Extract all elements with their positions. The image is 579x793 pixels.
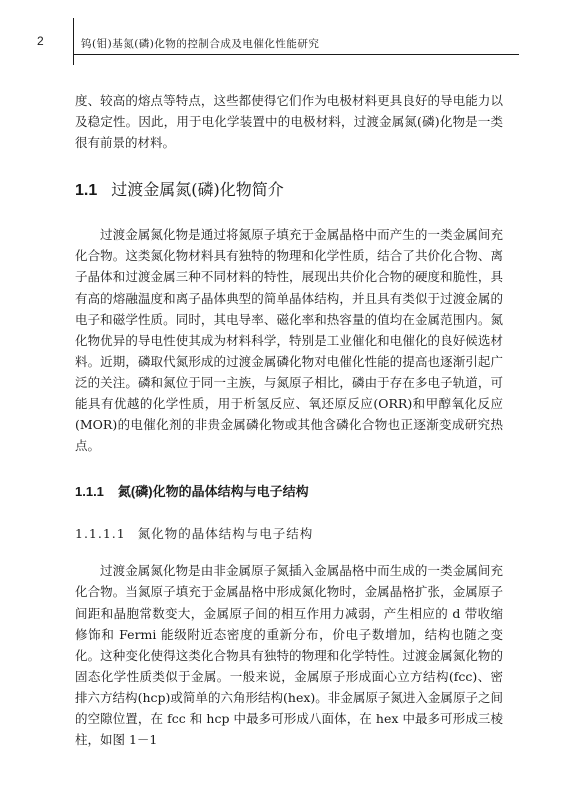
section-heading-1-1-1-1 [75, 524, 503, 544]
intro-paragraph: 度、较高的熔点等特点，这些都使得它们作为电极材料更具良好的导电能力以及稳定性。因此，用于电化学装置中的电极材料，过渡金属氮(磷)化物是一类很有前景的材料。 [75, 93, 503, 151]
section-heading-1-1-1 [75, 482, 503, 502]
section-number: 1.1 [75, 182, 98, 200]
section-1-1-paragraph: 过渡金属氮化物是通过将氮原子填充于金属晶格中而产生的一类金属间充化合物。这类氮化物材料具有独特的物理和化学性质，结合了共价化合物、离子晶体和过渡金属三种不同材料的特性，展现出共价化合物的硬度和脆性，具有高的熔融温度和离子晶体典型的简单晶体结构，并且具有类似于过渡金属的电子和磁学性质。同时，其电导率、磁化率和热容量的值均在金属范围内。氮化物优异的导电性使其成为材料科学，特别是工业催化和电催化的良好候选材料。近期，磷取代氮形成的过渡金属磷化物对电催化性能的提高也逐渐引起广泛的关注。磷和氮位于同一主族，与氮原子相比，磷由于存在多电子轨道，可能具有优越的化学性质，用于析氢反应、氧还原反应(ORR)和甲醇氧化反应(MOR)的电催化剂的非贵金属磷化物或其他含磷化合物也正逐渐变成研究热点。 [75, 227, 503, 454]
running-title: 钨(钼)基氮(磷)化物的控制合成及电催化性能研究 [81, 38, 320, 50]
header-vertical-rule [73, 18, 74, 65]
page-number: 2 [37, 34, 44, 48]
subsection-number: 1.1.1 [75, 484, 104, 500]
subsubsection-number: 1.1.1.1 [75, 526, 126, 542]
page-body [75, 90, 503, 750]
section-1-1-1-1-paragraph: 过渡金属氮化物是由非金属原子氮插入金属晶格中而生成的一类金属间充化合物。当氮原子填充于金属晶格中形成氮化物时，金属晶格扩张，金属原子间距和晶胞常数变大，金属原子间的相互作用力减弱，产生相应的 d 带收缩修饰和 Fermi 能级附近态密度的重新分布，价电子数增加，结构也随之变化。这种变化使得这类化合物具有独特的物理和化学特性。过渡金属氮化物的固态化学性质类似于金属。一般来说，金属原子形成面心立方结构(fcc)、密排六方结构(hcp)或简单的六角形结构(hex)。非金属原子氮进入金属原子之间的空隙位置，在 fcc 和 hcp 中最多可形成八面体，在 hex 中最多可形成三棱柱，如图 1－1 [75, 563, 503, 748]
subsubsection-title: 氮化物的晶体结构与电子结构 [137, 526, 314, 542]
section-heading-1-1 [75, 179, 503, 202]
subsection-title: 氮(磷)化物的晶体结构与电子结构 [117, 484, 309, 500]
section-title: 过渡金属氮(磷)化物简介 [111, 180, 284, 200]
header-horizontal-rule [73, 54, 519, 55]
